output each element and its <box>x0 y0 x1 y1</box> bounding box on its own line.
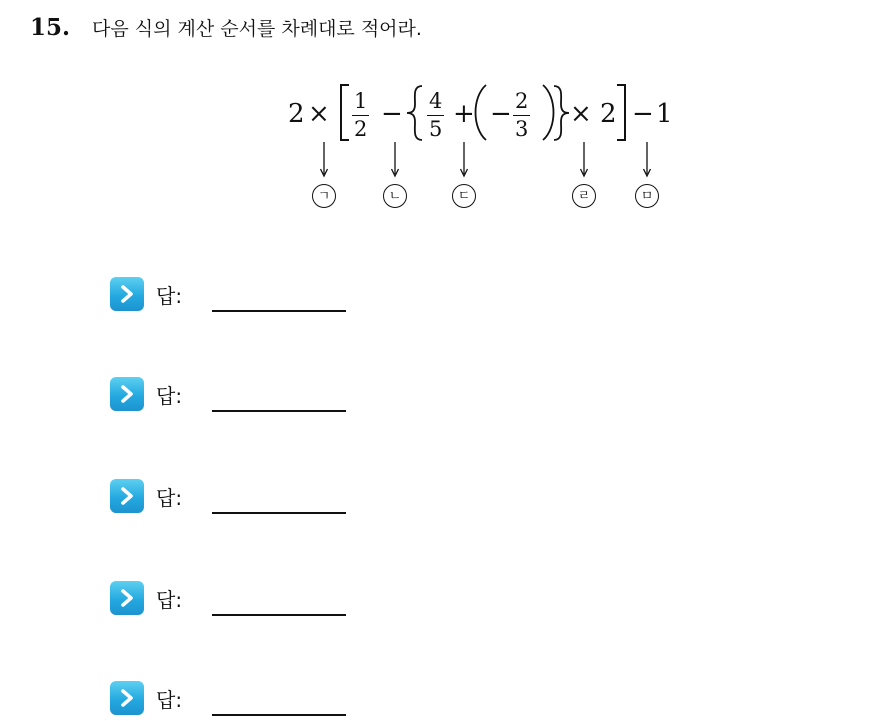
answer-label: 답: <box>156 283 183 308</box>
answer-row-3 <box>110 478 346 514</box>
expr-one: 1 <box>656 99 673 129</box>
right-curly-brace <box>554 86 569 140</box>
answer-row-1 <box>110 276 346 312</box>
answer-blank[interactable] <box>212 512 346 514</box>
expr-two: 2 <box>600 99 617 129</box>
down-arrow-icon <box>459 142 469 178</box>
step-marker: ㄹ <box>572 184 596 208</box>
answer-row-2 <box>110 376 346 412</box>
left-square-bracket <box>341 85 349 140</box>
step-marker: ㅁ <box>635 184 659 208</box>
expr-times: × <box>308 99 330 129</box>
left-parenthesis <box>476 85 487 140</box>
answer-row-5 <box>110 680 346 716</box>
step-marker: ㄱ <box>312 184 336 208</box>
fraction-denominator: 3 <box>515 117 529 142</box>
fraction-numerator: 1 <box>354 89 368 113</box>
answer-blank[interactable] <box>212 410 346 412</box>
expr-minus: − <box>632 99 654 129</box>
down-arrow-icon <box>642 142 652 178</box>
answer-blank[interactable] <box>212 310 346 312</box>
answer-label: 답: <box>156 485 183 510</box>
expr-times: × <box>570 99 592 129</box>
step-marker: ㄴ <box>383 184 407 208</box>
chevron-right-icon <box>110 377 144 411</box>
fraction-numerator: 2 <box>515 89 529 113</box>
chevron-right-icon <box>110 681 144 715</box>
down-arrow-icon <box>579 142 589 178</box>
expr-minus: − <box>381 99 403 129</box>
step-marker: ㄷ <box>452 184 476 208</box>
fraction-denominator: 5 <box>429 117 443 142</box>
answer-label: 답: <box>156 687 183 712</box>
fraction-numerator: 4 <box>429 89 443 113</box>
down-arrow-icon <box>319 142 329 178</box>
left-curly-brace <box>407 86 422 140</box>
question-text: 다음 식의 계산 순서를 차례대로 적어라. <box>92 18 422 40</box>
chevron-right-icon <box>110 581 144 615</box>
answer-blank[interactable] <box>212 714 346 716</box>
question-number: 15. <box>30 14 71 41</box>
chevron-right-icon <box>110 277 144 311</box>
expr-minus: − <box>490 99 512 129</box>
expr-plus: + <box>453 99 475 129</box>
answer-label: 답: <box>156 383 183 408</box>
answer-blank[interactable] <box>212 614 346 616</box>
chevron-right-icon <box>110 479 144 513</box>
expr-two: 2 <box>288 99 305 129</box>
fraction-denominator: 2 <box>354 117 368 142</box>
right-square-bracket <box>617 85 625 140</box>
answer-row-4 <box>110 580 346 616</box>
right-parenthesis <box>543 85 554 140</box>
answer-label: 답: <box>156 587 183 612</box>
expression-brackets <box>0 0 884 240</box>
math-expression <box>0 0 884 240</box>
down-arrow-icon <box>390 142 400 178</box>
